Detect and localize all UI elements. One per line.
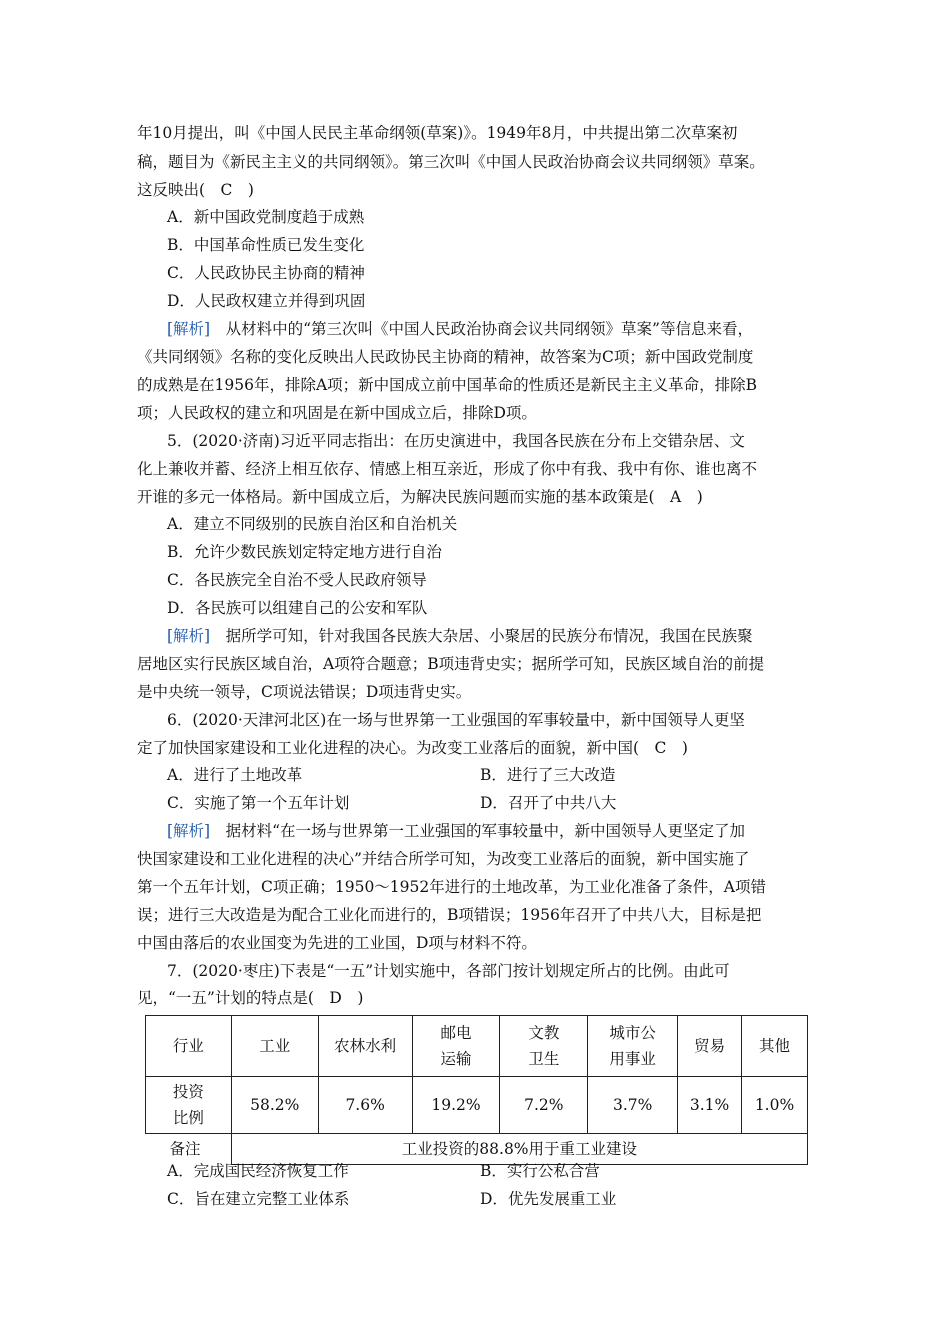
q7-option-b: B．实行公私合营 — [480, 1162, 600, 1180]
header-text: 农林水利 — [334, 1037, 397, 1055]
header-text: 运输 — [440, 1050, 472, 1068]
analysis-tag: [解析] — [167, 627, 211, 645]
q7-stem-line-2: 见，“一五”计划的特点是( D ) — [137, 989, 364, 1007]
analysis-text: 据材料“在一场与世界第一工业强国的军事较量中，新中国领导人更坚定了加 — [210, 822, 746, 840]
q4-stem-line-1: 年10月提出，叫《中国人民民主革命纲领(草案)》。1949年8月，中共提出第二次草案初 — [137, 124, 738, 142]
q5-stem-line-1: 5．(2020·济南)习近平同志指出：在历史演进中，我国各民族在分布上交错杂居、文 — [167, 432, 745, 450]
q4-option-a: A．新中国政党制度趋于成熟 — [167, 208, 365, 226]
table-header-cell — [318, 1016, 412, 1077]
q7-option-a: A．完成国民经济恢复工作 — [167, 1162, 349, 1180]
header-text: 贸易 — [694, 1037, 726, 1055]
table-cell: 19.2% — [412, 1077, 500, 1134]
header-text: 卫生 — [528, 1050, 560, 1068]
header-text: 行业 — [172, 1037, 204, 1055]
q5-option-d: D．各民族可以组建自己的公安和军队 — [167, 599, 428, 617]
analysis-text: 据所学可知，针对我国各民族大杂居、小聚居的民族分布情况，我国在民族聚 — [210, 627, 753, 645]
q6-stem-line-1: 6．(2020·天津河北区)在一场与世界第一工业强国的军事较量中，新中国领导人更坚 — [167, 711, 745, 729]
table-header-cell — [500, 1016, 588, 1077]
table-header-cell — [146, 1016, 232, 1077]
q6-analysis-line-1 — [167, 821, 745, 841]
q5-option-c: C．各民族完全自治不受人民政府领导 — [167, 571, 427, 589]
table-cell: 3.7% — [588, 1077, 678, 1134]
q5-option-a: A．建立不同级别的民族自治区和自治机关 — [167, 515, 458, 533]
table-cell: 3.1% — [678, 1077, 742, 1134]
q7-stem-line-1: 7．(2020·枣庄)下表是“一五”计划实施中，各部门按计划规定所占的比例。由此可 — [167, 962, 730, 980]
q6-analysis-line-2: 快国家建设和工业化进程的决心”并结合所学可知，为改变工业落后的面貌，新中国实施了 — [137, 850, 750, 868]
analysis-text: 从材料中的“第三次叫《中国人民政治协商会议共同纲领》草案”等信息来看， — [210, 320, 753, 338]
table-cell: 1.0% — [742, 1077, 808, 1134]
table-cell: 58.2% — [231, 1077, 318, 1134]
table-header-cell — [412, 1016, 500, 1077]
table-header-cell — [678, 1016, 742, 1077]
analysis-tag: [解析] — [167, 822, 211, 840]
q5-stem-line-2: 化上兼收并蓄、经济上相互依存、情感上相互亲近，形成了你中有我、我中有你、谁也离不 — [137, 460, 758, 478]
table-note-label: 备注 — [146, 1134, 232, 1165]
table-note-row — [146, 1134, 808, 1165]
q4-option-b: B．中国革命性质已发生变化 — [167, 236, 365, 254]
header-text: 文教 — [528, 1024, 560, 1042]
header-text: 邮电 — [440, 1024, 472, 1042]
q4-analysis-line-3: 的成熟是在1956年，排除A项；新中国成立前中国革命的性质还是新民主主义革命，排除B — [137, 376, 758, 394]
q4-analysis-line-2: 《共同纲领》名称的变化反映出人民政协民主协商的精神，故答案为C项；新中国政党制度 — [137, 348, 754, 366]
investment-table — [145, 1015, 808, 1165]
table-header-cell — [588, 1016, 678, 1077]
q6-option-a: A．进行了土地改革 — [167, 766, 303, 784]
header-text: 城市公 — [609, 1024, 656, 1042]
q6-analysis-line-5: 中国由落后的农业国变为先进的工业国，D项与材料不符。 — [137, 934, 537, 952]
q5-stem-line-3: 开谁的多元一体格局。新中国成立后，为解决民族问题而实施的基本政策是( A ) — [137, 488, 703, 506]
q4-stem-line-2: 稿，题目为《新民主主义的共同纲领》。第三次叫《中国人民政治协商会议共同纲领》草案。 — [137, 153, 765, 171]
table-cell: 7.2% — [500, 1077, 588, 1134]
q7-option-d: D．优先发展重工业 — [480, 1190, 617, 1208]
q4-option-c: C．人民政协民主协商的精神 — [167, 264, 365, 282]
header-text: 其他 — [759, 1037, 791, 1055]
row-label-text: 比例 — [172, 1109, 204, 1127]
analysis-tag: [解析] — [167, 320, 211, 338]
q5-analysis-line-2: 居地区实行民族区域自治，A项符合题意；B项违背史实；据所学可知，民族区域自治的前提 — [137, 655, 765, 673]
row-label-text: 投资 — [172, 1083, 204, 1101]
table-cell: 7.6% — [318, 1077, 412, 1134]
q5-option-b: B．允许少数民族划定特定地方进行自治 — [167, 543, 442, 561]
table-header-cell — [742, 1016, 808, 1077]
header-text: 用事业 — [609, 1050, 656, 1068]
table-row — [146, 1077, 808, 1134]
q6-analysis-line-4: 误；进行三大改造是为配合工业化而进行的，B项错误；1956年召开了中共八大，目标是把 — [137, 906, 762, 924]
table-header-row — [146, 1016, 808, 1077]
table-row-label — [146, 1077, 232, 1134]
q4-option-d: D．人民政权建立并得到巩固 — [167, 292, 366, 310]
q6-option-b: B．进行了三大改造 — [480, 766, 616, 784]
q4-stem-line-3: 这反映出( C ) — [137, 181, 254, 199]
header-text: 工业 — [259, 1037, 291, 1055]
q6-option-d: D．召开了中共八大 — [480, 794, 617, 812]
q4-analysis-line-1 — [167, 319, 753, 339]
q5-analysis-line-1 — [167, 626, 753, 646]
table-header-cell — [231, 1016, 318, 1077]
q5-analysis-line-3: 是中央统一领导，C项说法错误；D项违背史实。 — [137, 683, 472, 701]
table-note: 工业投资的88.8%用于重工业建设 — [231, 1134, 807, 1165]
q4-analysis-line-4: 项；人民政权的建立和巩固是在新中国成立后，排除D项。 — [137, 404, 537, 422]
q7-option-c: C．旨在建立完整工业体系 — [167, 1190, 350, 1208]
q6-analysis-line-3: 第一个五年计划，C项正确；1950～1952年进行的土地改革，为工业化准备了条件，A项错 — [137, 878, 766, 896]
q6-stem-line-2: 定了加快国家建设和工业化进程的决心。为改变工业落后的面貌，新中国( C ) — [137, 739, 688, 757]
q6-option-c: C．实施了第一个五年计划 — [167, 794, 350, 812]
